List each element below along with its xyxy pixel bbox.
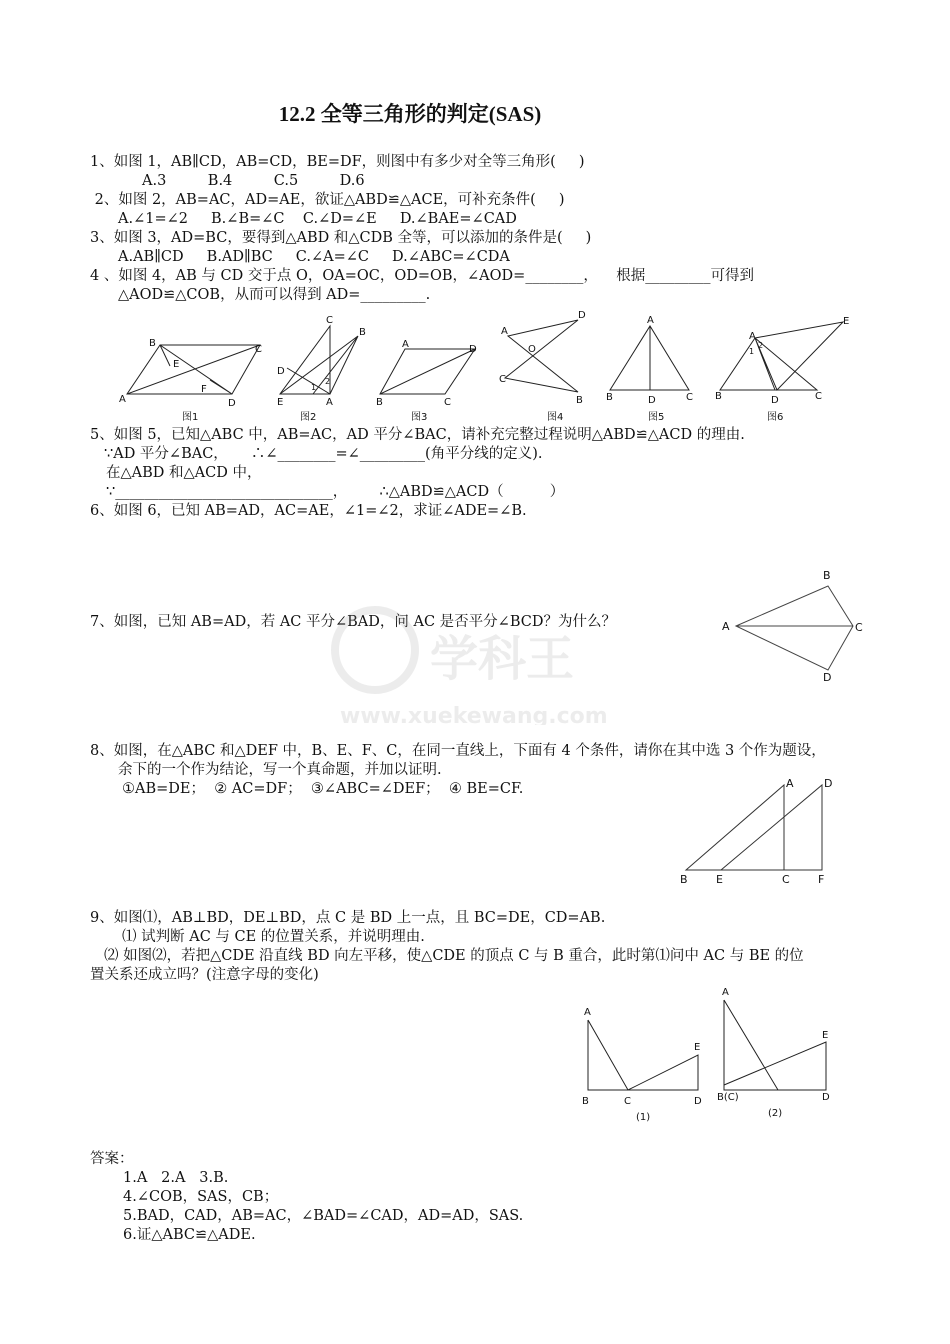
svg-text:A: A <box>326 397 333 408</box>
svg-text:B: B <box>582 1096 589 1107</box>
svg-text:E: E <box>716 873 723 886</box>
svg-text:E: E <box>277 397 284 408</box>
svg-text:B: B <box>576 395 583 406</box>
q7-kite-figure <box>718 566 868 686</box>
svg-text:E: E <box>173 359 180 370</box>
fig4-crossing-lines <box>505 320 578 392</box>
svg-text:D: D <box>469 344 477 355</box>
question-5-line-2: ∵AD 平分∠BAC， ∴∠________=∠_________(角平分线的定义). <box>104 446 543 462</box>
svg-text:C: C <box>624 1096 631 1107</box>
svg-text:1: 1 <box>311 383 317 392</box>
svg-text:D: D <box>822 1092 830 1103</box>
q9-caption-2: (2) <box>768 1108 783 1119</box>
figures-1-to-6 <box>115 308 875 424</box>
svg-text:A: A <box>722 987 729 998</box>
svg-text:A: A <box>786 777 794 790</box>
svg-text:A: A <box>119 394 126 405</box>
q8-triangles-figure <box>676 775 856 890</box>
question-1: 1、如图 1，AB∥CD，AB=CD，BE=DF，则图中有多少对全等三角形( ) <box>90 154 585 170</box>
answer-line-1: 1.A 2.A 3.B. <box>123 1170 229 1186</box>
svg-text:D: D <box>771 395 779 406</box>
svg-text:B: B <box>376 397 383 408</box>
question-4-line-1: 4 、如图 4，AB 与 CD 交于点 O，OA=OC，OD=OB，∠AOD=________， 根据_________可得到 <box>90 268 755 284</box>
watermark <box>330 605 630 729</box>
question-9-line-4: 置关系还成立吗？(注意字母的变化) <box>90 967 319 983</box>
fig6-triangles <box>720 322 843 390</box>
q9-figures <box>578 980 848 1130</box>
svg-text:C: C <box>686 392 693 403</box>
svg-text:C: C <box>444 397 451 408</box>
svg-text:C: C <box>782 873 790 886</box>
svg-text:D: D <box>823 671 832 684</box>
svg-text:C: C <box>815 391 822 402</box>
svg-text:C: C <box>855 621 863 634</box>
svg-text:D: D <box>277 366 285 377</box>
question-9-line-3: ⑵ 如图⑵，若把△CDE 沿直线 BD 向左平移，使△CDE 的顶点 C 与 B 重合，此时第⑴问中 AC 与 BE 的位 <box>104 948 804 964</box>
question-3-options: A.AB∥CD B.AD∥BC C.∠A=∠C D.∠ABC=∠CDA <box>118 249 510 265</box>
svg-text:B(C): B(C) <box>717 1092 739 1103</box>
question-2-options: A.∠1=∠2 B.∠B=∠C C.∠D=∠E D.∠BAE=∠CAD <box>118 211 517 227</box>
svg-text:D: D <box>228 398 236 409</box>
fig4-caption: 图4 <box>547 412 564 423</box>
svg-text:1: 1 <box>749 347 755 356</box>
fig6-caption: 图6 <box>767 412 784 423</box>
svg-text:A: A <box>584 1007 591 1018</box>
question-6: 6、如图 6，已知 AB=AD，AC=AE，∠1=∠2，求证∠ADE=∠B. <box>90 503 527 519</box>
watermark-url: www.xuekewang.com <box>340 704 608 725</box>
svg-text:F: F <box>818 873 825 886</box>
svg-text:2: 2 <box>325 377 331 386</box>
svg-text:B: B <box>606 392 613 403</box>
question-4-line-2: △AOD≌△COB，从而可以得到 AD=_________. <box>118 287 431 303</box>
question-7: 7、如图，已知 AB=AD，若 AC 平分∠BAD，问 AC 是否平分∠BCD？为什么？ <box>90 614 616 630</box>
answer-line-2: 4.∠COB，SAS，CB； <box>123 1189 279 1205</box>
question-2: 2、如图 2，AB=AC，AD=AE，欲证△ABD≌△ACE，可补充条件( ) <box>90 192 565 208</box>
svg-text:D: D <box>694 1096 702 1107</box>
question-5-line-1: 5、如图 5，已知△ABC 中，AB=AC，AD 平分∠BAC，请补充完整过程说明△ABD≌△ACD 的理由. <box>90 427 745 443</box>
svg-text:A: A <box>722 620 730 633</box>
svg-text:B: B <box>359 327 366 338</box>
watermark-brand: 学科王 <box>430 631 575 687</box>
svg-text:E: E <box>822 1030 829 1041</box>
svg-text:B: B <box>680 873 688 886</box>
fig3-caption: 图3 <box>411 412 428 423</box>
svg-text:C: C <box>326 315 333 326</box>
question-3: 3、如图 3，AD=BC，要得到△ABD 和△CDB 全等，可以添加的条件是( ) <box>90 230 592 246</box>
question-1-options: A.3 B.4 C.5 D.6 <box>142 173 365 189</box>
svg-text:O: O <box>528 344 536 355</box>
question-9-line-1: 9、如图⑴，AB⊥BD，DE⊥BD，点 C 是 BD 上一点，且 BC=DE，CD=AB. <box>90 910 606 926</box>
svg-text:A: A <box>501 326 508 337</box>
svg-text:D: D <box>648 395 656 406</box>
svg-text:D: D <box>824 777 833 790</box>
page-title: 12.2 全等三角形的判定(SAS) <box>278 102 542 126</box>
answer-line-4: 6.证△ABC≌△ADE. <box>123 1227 256 1243</box>
answer-line-3: 5.BAD，CAD，AB=AC，∠BAD=∠CAD，AD=AD，SAS. <box>123 1208 524 1224</box>
svg-text:E: E <box>843 316 850 327</box>
svg-text:B: B <box>715 391 722 402</box>
fig1-caption: 图1 <box>182 412 199 423</box>
question-9-line-2: ⑴ 试判断 AC 与 CE 的位置关系，并说明理由. <box>122 929 425 945</box>
question-8-line-1: 8、如图，在△ABC 和△DEF 中，B、E、F、C，在同一直线上，下面有 4 个条件，请你在其中选 3 个作为题设， <box>90 743 826 759</box>
question-8-line-3: ①AB=DE； ② AC=DF； ③∠ABC=∠DEF； ④ BE=CF. <box>122 781 524 797</box>
svg-text:A: A <box>749 331 756 342</box>
question-5-line-3: 在△ABD 和△ACD 中， <box>106 465 262 481</box>
fig5-triangle <box>610 326 689 390</box>
svg-text:F: F <box>201 384 207 395</box>
q9-caption-1: (1) <box>636 1112 651 1123</box>
svg-text:C: C <box>499 374 506 385</box>
svg-text:C: C <box>255 344 262 355</box>
svg-text:D: D <box>578 310 586 321</box>
svg-text:2: 2 <box>758 341 764 350</box>
question-8-line-2: 余下的一个作为结论，写一个真命题，并加以证明. <box>118 762 442 778</box>
svg-text:A: A <box>647 315 654 326</box>
fig3-parallelogram <box>380 349 475 394</box>
svg-text:A: A <box>402 339 409 350</box>
answers-heading: 答案： <box>90 1151 134 1167</box>
svg-text:B: B <box>149 338 156 349</box>
fig2-shape <box>280 326 358 394</box>
fig5-caption: 图5 <box>648 412 665 423</box>
fig2-caption: 图2 <box>300 412 317 423</box>
svg-text:B: B <box>823 569 831 582</box>
svg-text:E: E <box>694 1042 701 1053</box>
question-5-line-4: ∵______________________________， ∴△ABD≌△ACD（ ） <box>106 484 565 500</box>
